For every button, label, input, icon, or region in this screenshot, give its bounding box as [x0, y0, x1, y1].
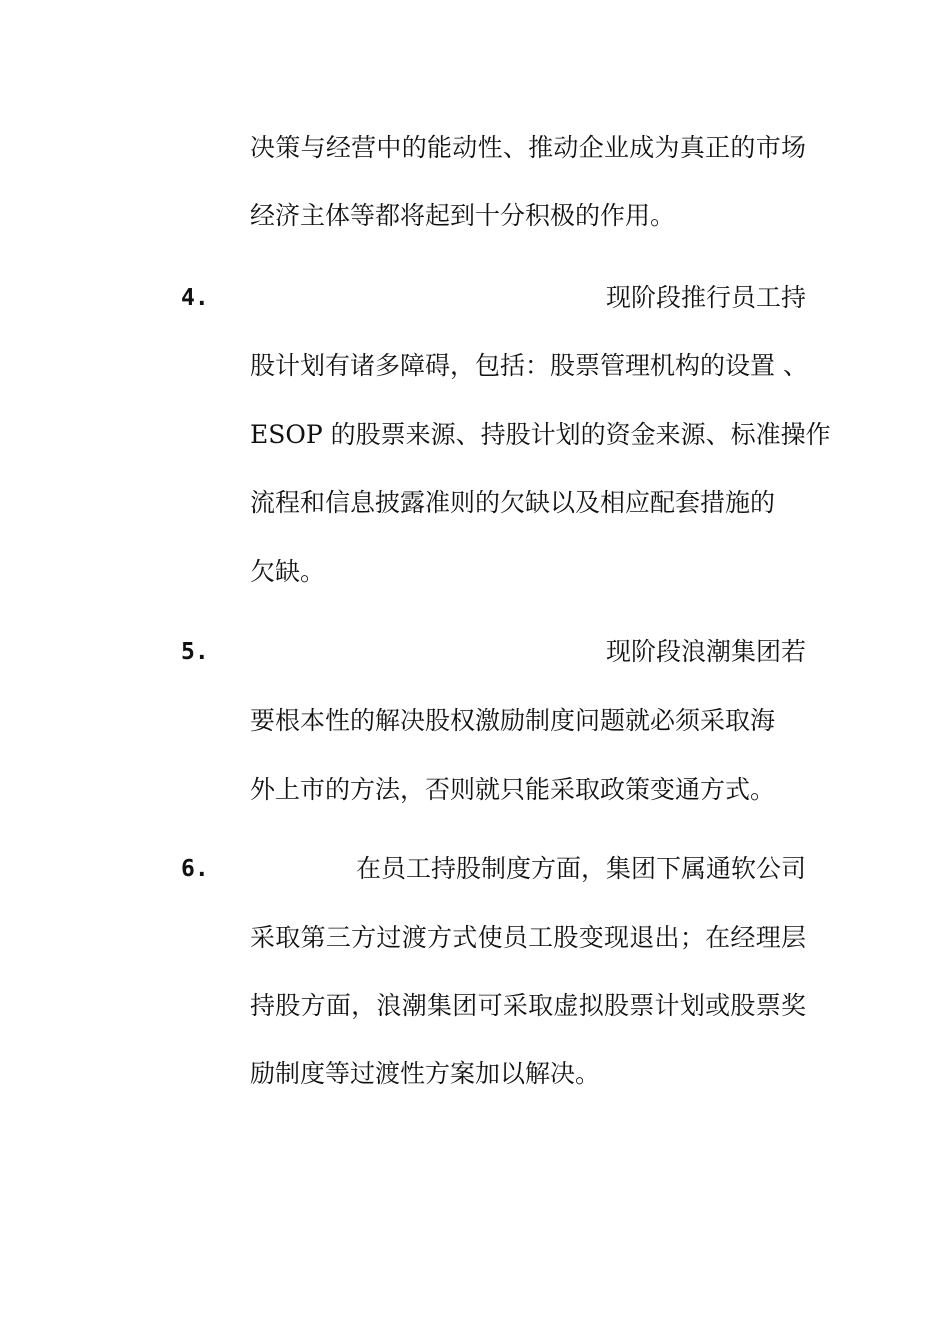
item6-line: 持股方面，浪潮集团可采取虚拟股票计划或股票奖	[250, 991, 806, 1020]
item6-line: 励制度等过渡性方案加以解决。	[250, 1059, 601, 1088]
item5-line: 现阶段浪潮集团若	[605, 637, 806, 666]
paragraph-line: 决策与经营中的能动性、推动企业成为真正的市场	[250, 133, 806, 162]
item-number-4: 4.	[181, 285, 209, 311]
item4-line: 欠缺。	[250, 557, 326, 586]
item-number-6: 6.	[181, 856, 209, 882]
item6-line: 在员工持股制度方面，集团下属通软公司	[355, 854, 806, 883]
paragraph-line: 经济主体等都将起到十分积极的作用。	[250, 201, 676, 230]
item-number-5: 5.	[181, 639, 209, 665]
item4-line: 流程和信息披露准则的欠缺以及相应配套措施的	[250, 488, 776, 517]
item4-line: ESOP 的股票来源、持股计划的资金来源、标准操作	[250, 420, 831, 449]
item5-line: 要根本性的解决股权激励制度问题就必须采取海	[250, 706, 776, 735]
item5-line: 外上市的方法，否则就只能采取政策变通方式。	[250, 775, 776, 804]
item4-line: 现阶段推行员工持	[605, 283, 806, 312]
item4-line: 股计划有诸多障碍，包括：股票管理机构的设置 、	[250, 351, 808, 380]
item6-line: 采取第三方过渡方式使员工股变现退出；在经理层	[250, 923, 806, 952]
